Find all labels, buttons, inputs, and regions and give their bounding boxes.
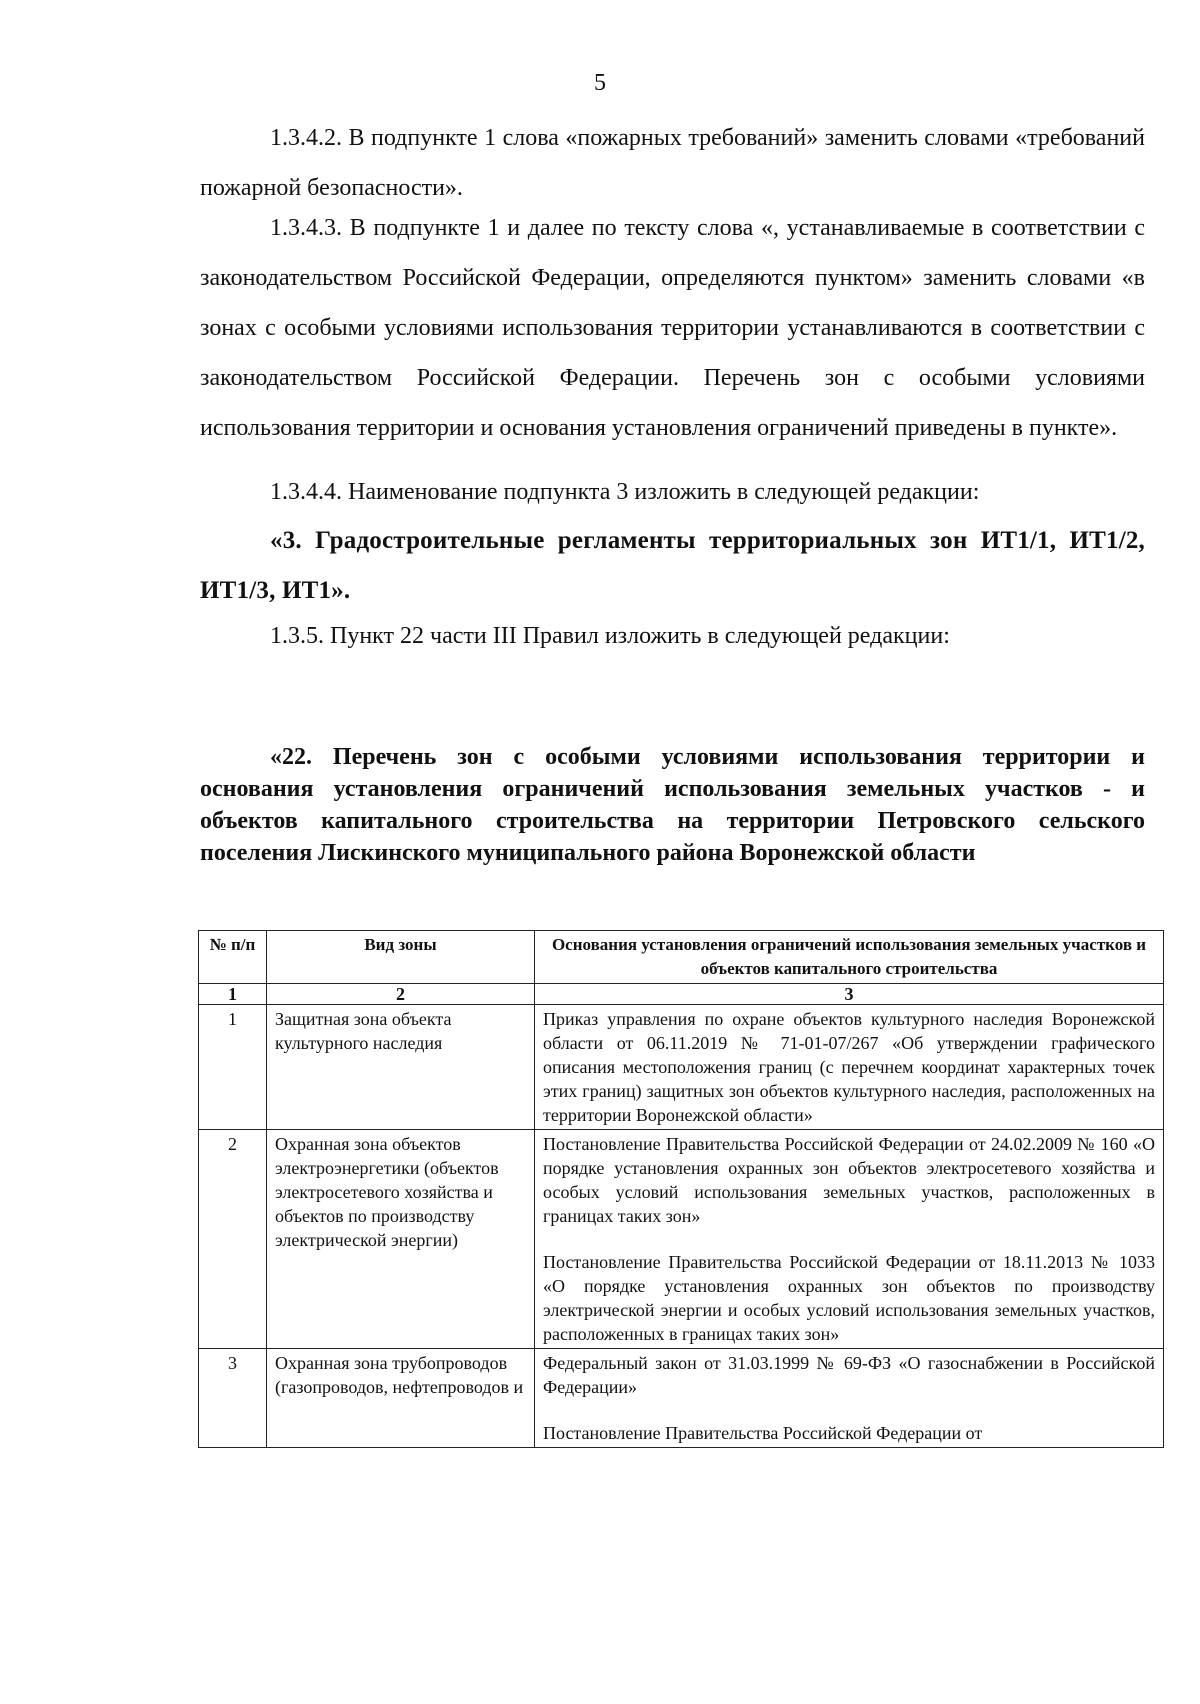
paragraph-1-3-4-4: 1.3.4.4. Наименование подпункта 3 изложить в следующей редакции: [270, 479, 980, 505]
page-number: 5 [594, 70, 606, 96]
paragraph-1-3-4-3: 1.3.4.3. В подпункте 1 и далее по тексту слова «, устанавливаемые в соответствии с законодательством Российской Федерации, определяются пунктом» заменить словами «в зонах с особыми условиями использования территории устанавливаются в соответствии с законодательством Российской Федерации. Перечень зон с особыми условиями использования территории и основания установления ограничений приведены в пункте». [200, 215, 1145, 441]
basis-document: Приказ управления по охране объектов культурного наследия Воронежской области от 06.11.2019 № 71-01-07/267 «Об утверждении графического описания местоположения границ (с перечнем координат характерных точек этих границ) защитных зон объектов культурного наследия, расположенных на территории Воронежской области» [543, 1009, 1155, 1125]
table-column-numbers-row [199, 984, 1164, 1005]
header-basis: Основания установления ограничений использования земельных участков и объектов капитального строительства [535, 931, 1164, 984]
header-zone-type: Вид зоны [267, 931, 535, 984]
column-number: 3 [535, 984, 1164, 1005]
basis-document: Постановление Правительства Российской Федерации от 18.11.2013 № 1033 «О порядке установления охранных зон объектов по производству электрической энергии и особых условий использования земельных участков, расположенных в границах таких зон» [543, 1252, 1155, 1344]
zone-type: Охранная зона трубопроводов (газопроводов, нефтепроводов и [267, 1349, 535, 1448]
header-number: № п/п [199, 931, 267, 984]
table-row [199, 1005, 1164, 1130]
subheading-regulations: «3. Градостроительные регламенты территориальных зон ИТ1/1, ИТ1/2, ИТ1/3, ИТ1». [200, 527, 1145, 604]
zone-type: Защитная зона объекта культурного наследия [267, 1005, 535, 1130]
zone-basis [535, 1130, 1164, 1349]
zone-type: Охранная зона объектов электроэнергетики (объектов электросетевого хозяйства и объектов по производству электрической энергии) [267, 1130, 535, 1349]
row-number: 1 [199, 1005, 267, 1130]
basis-document: Постановление Правительства Российской Федерации от [543, 1423, 983, 1443]
zone-basis [535, 1005, 1164, 1130]
basis-document: Федеральный закон от 31.03.1999 № 69-ФЗ «О газоснабжении в Российской Федерации» [543, 1353, 1155, 1397]
column-number: 1 [199, 984, 267, 1005]
table-row [199, 1130, 1164, 1349]
basis-document: Постановление Правительства Российской Федерации от 24.02.2009 № 160 «О порядке установления охранных зон объектов электросетевого хозяйства и особых условий использования земельных участков, расположенных в границах таких зон» [543, 1134, 1155, 1226]
row-number: 3 [199, 1349, 267, 1448]
paragraph-1-3-5: 1.3.5. Пункт 22 части III Правил изложить в следующей редакции: [270, 623, 950, 649]
paragraph-1-3-4-2: 1.3.4.2. В подпункте 1 слова «пожарных требований» заменить словами «требований пожарной безопасности». [200, 125, 1145, 201]
zones-table [198, 930, 1164, 1448]
section-title: «22. Перечень зон с особыми условиями использования территории и основания установления ограничений использования земельных участков - и объектов капитального строительства на территории Петровского сельского поселения Лискинского муниципального района Воронежской области [200, 744, 1145, 866]
table-header-row [199, 931, 1164, 984]
zone-basis [535, 1349, 1164, 1448]
row-number: 2 [199, 1130, 267, 1349]
table-row [199, 1349, 1164, 1448]
column-number: 2 [267, 984, 535, 1005]
